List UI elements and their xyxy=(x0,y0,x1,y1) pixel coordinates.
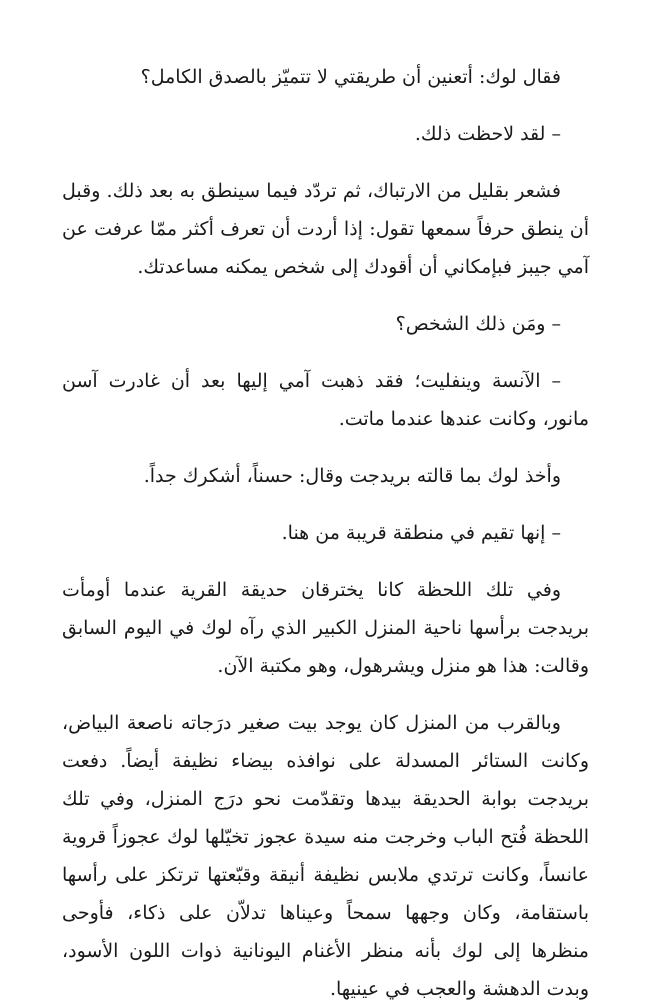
paragraph-8: وفي تلك اللحظة كانا يخترقان حديقة القرية عندما أومأت بريدجت برأسها ناحية المنزل الكبير الذي رآه لوك في اليوم السابق وقالت: هذا هو منزل ويشرهول، وهو مكتبة الآن. xyxy=(62,579,589,677)
paragraph-5: – الآنسة وينفليت؛ فقد ذهبت آمي إليها بعد أن غادرت آسن مانور، وكانت عندها عندما ماتت. xyxy=(62,370,589,430)
paragraph-1: فقال لوك: أتعنين أن طريقتي لا تتميّز بالصدق الكامل؟ xyxy=(140,66,561,88)
paragraph-9: وبالقرب من المنزل كان يوجد بيت صغير درَجاته ناصعة البياض، وكانت الستائر المسدلة على نوافذه بيضاء نظيفة أيضاً. دفعت بريدجت بوابة الحديقة بيدها وتقدّمت نحو درَج المنزل، وفي تلك اللحظة فُتح الباب وخرجت منه سيدة عجوز تخيّلها لوك عجوزاً قروية عانساً، وكانت ترتدي ملابس نظيفة أنيقة وقبّعتها ترتكز على رأسها باستقامة، وكان وجهها سمحاً وعيناها تدلاّن على ذكاء، فأوحى منظرها إلى لوك بأنه منظر الأغنام اليونانية ذوات اللون الأسود، وبدت الدهشة والعجب في عينيها. xyxy=(62,712,589,1000)
paragraph-6: وأخذ لوك بما قالته بريدجت وقال: حسناً، أشكرك جداً. xyxy=(143,465,561,487)
paragraph-7: – إنها تقيم في منطقة قريبة من هنا. xyxy=(281,522,561,544)
paragraph-4: – ومَن ذلك الشخص؟ xyxy=(395,313,561,335)
paragraph-3: فشعر بقليل من الارتباك، ثم تردّد فيما سينطق به بعد ذلك. وقبل أن ينطق حرفاً سمعها تقول: إذا أردت أن تعرف أكثر ممّا عرفت عن آمي جيبز فبإمكاني أن أقودك إلى شخص يمكنه مساعدتك. xyxy=(62,180,589,278)
paragraph-2: – لقد لاحظت ذلك. xyxy=(414,123,561,145)
